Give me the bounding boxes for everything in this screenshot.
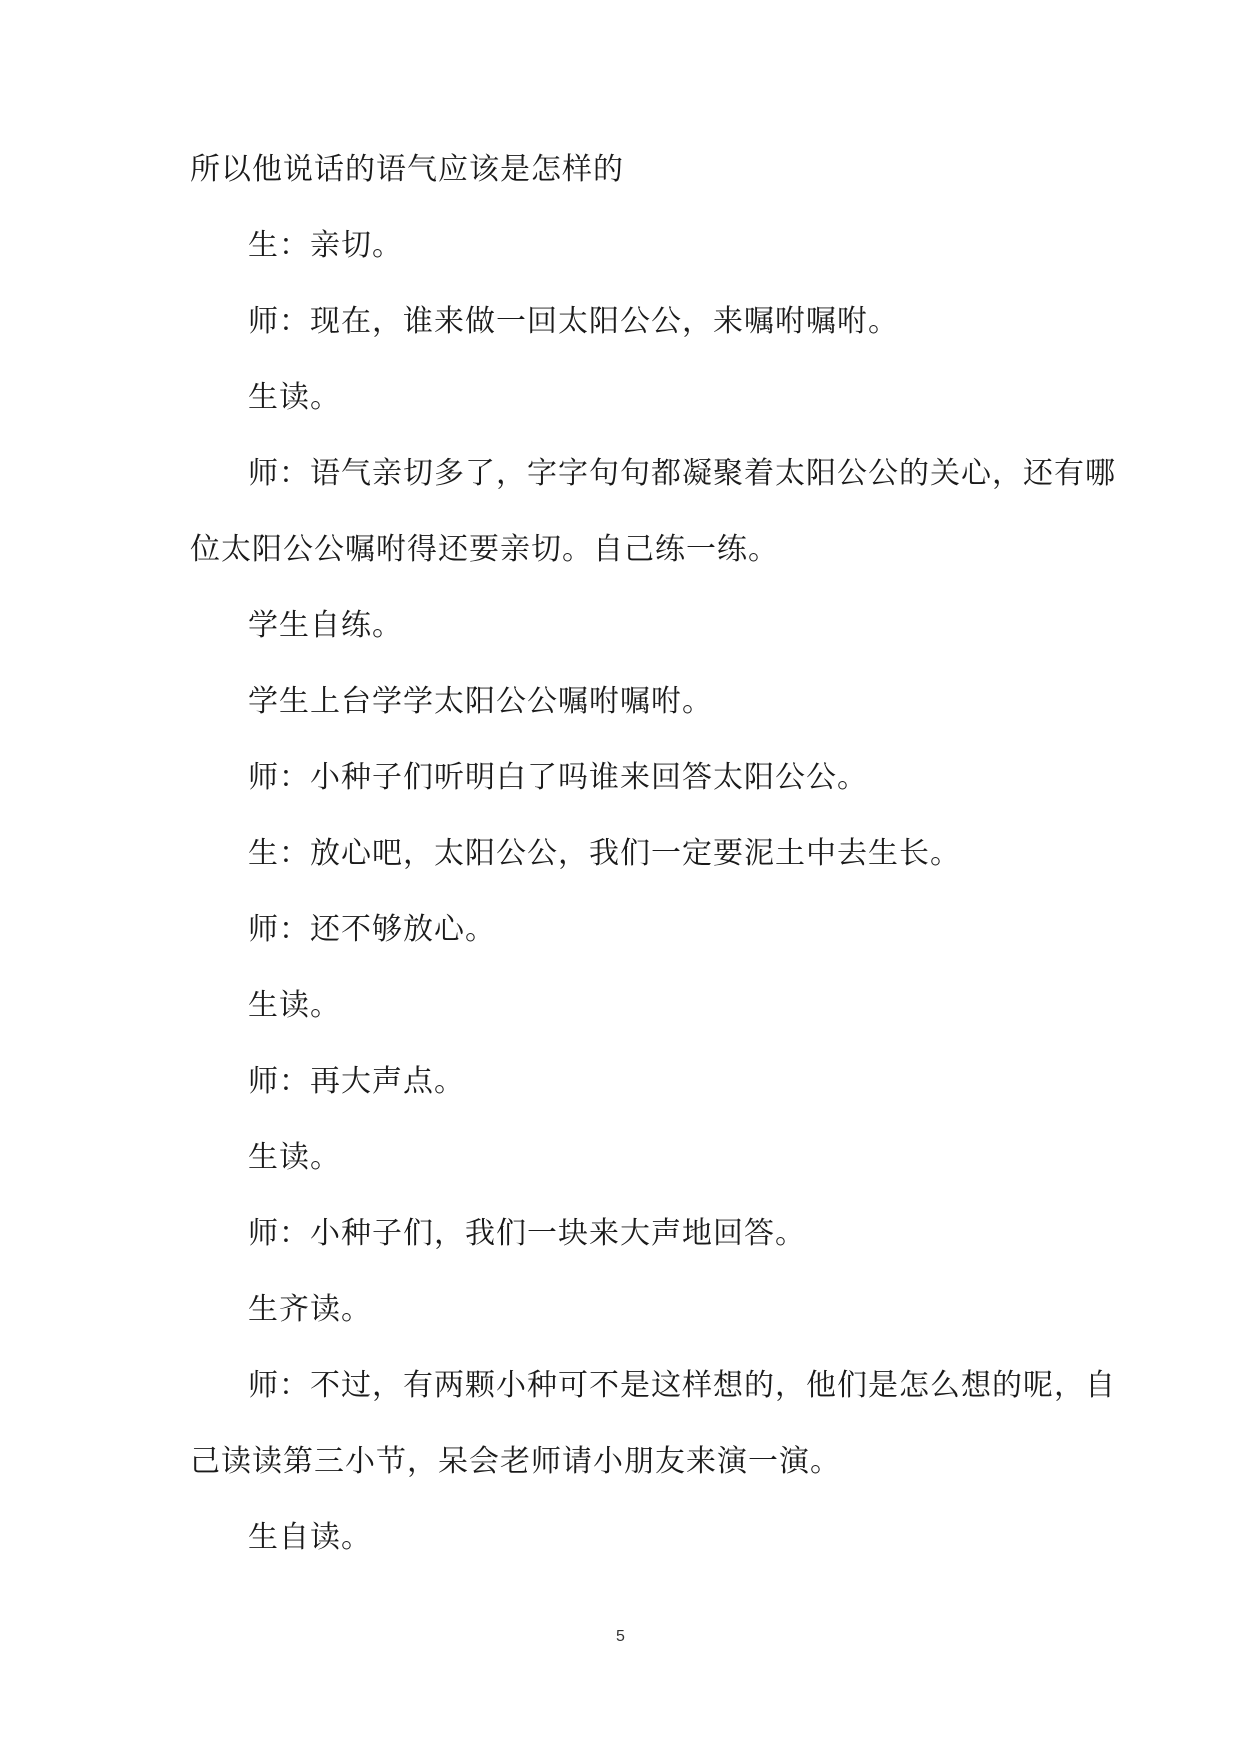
text-line: 师：还不够放心。: [248, 912, 496, 947]
text-line: 师：现在，谁来做一回太阳公公，来嘱咐嘱咐。: [248, 304, 899, 339]
text-line: 位太阳公公嘱咐得还要亲切。自己练一练。: [190, 532, 779, 567]
text-line: 师：再大声点。: [248, 1064, 465, 1099]
text-line: 生：放心吧，太阳公公，我们一定要泥土中去生长。: [248, 836, 961, 871]
text-line: 生：亲切。: [248, 228, 403, 263]
text-line: 学生上台学学太阳公公嘱咐嘱咐。: [248, 684, 713, 719]
text-line: 生读。: [248, 988, 341, 1023]
text-line: 生齐读。: [248, 1292, 372, 1327]
text-line: 己读读第三小节，呆会老师请小朋友来演一演。: [190, 1444, 841, 1479]
text-line: 师：语气亲切多了，字字句句都凝聚着太阳公公的关心，还有哪: [248, 456, 1116, 491]
page-number: 5: [616, 1628, 625, 1645]
text-line: 生自读。: [248, 1520, 372, 1555]
text-line: 生读。: [248, 1140, 341, 1175]
text-line: 师：不过，有两颗小种可不是这样想的，他们是怎么想的呢，自: [248, 1368, 1116, 1403]
text-line: 师：小种子们听明白了吗谁来回答太阳公公。: [248, 760, 868, 795]
text-line: 学生自练。: [248, 608, 403, 643]
text-line: 师：小种子们，我们一块来大声地回答。: [248, 1216, 806, 1251]
text-line: 所以他说话的语气应该是怎样的: [190, 152, 624, 187]
text-line: 生读。: [248, 380, 341, 415]
